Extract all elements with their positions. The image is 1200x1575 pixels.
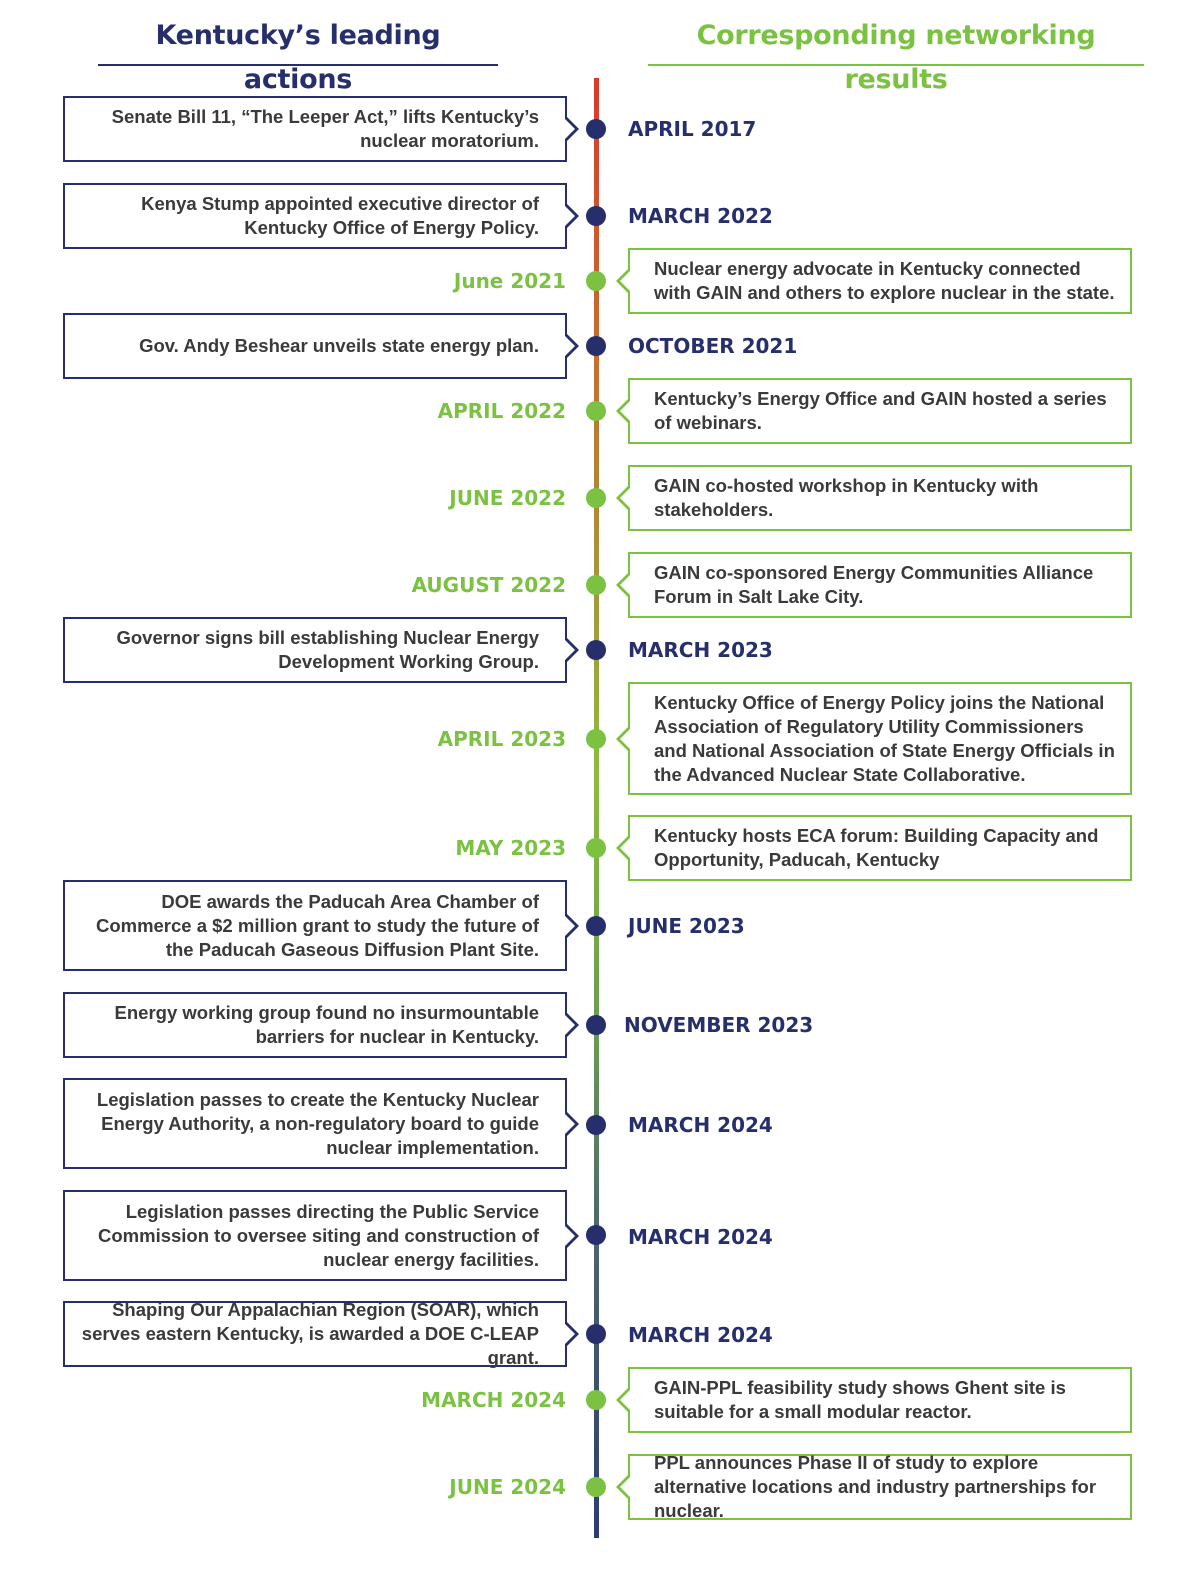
timeline-dot — [586, 1115, 606, 1135]
timeline-event-box — [628, 465, 1132, 531]
event-text: Legislation passes to create the Kentucky Nuclear Energy Authority, a non-regulatory board to guide nuclear implementation. — [96, 1088, 539, 1158]
event-date: MARCH 2024 — [628, 1113, 773, 1137]
event-text: Kentucky Office of Energy Policy joins the National Association of Regulatory Utility Commissioners and National Association of State Energy Officials in the Advanced Nuclear State Collaborative. — [654, 691, 1115, 785]
timeline-dot — [586, 1225, 606, 1245]
event-date: JUNE 2022 — [449, 486, 566, 510]
header-leading-actions-label: Kentucky’s leading actions — [155, 20, 441, 95]
timeline-dot — [586, 1477, 606, 1497]
event-text: GAIN-PPL feasibility study shows Ghent site is suitable for a small modular reactor. — [654, 1377, 1066, 1422]
timeline-event-box — [63, 617, 567, 683]
event-date: APRIL 2023 — [437, 727, 566, 751]
timeline-dot — [586, 729, 606, 749]
timeline-dot — [586, 271, 606, 291]
timeline-line — [594, 78, 599, 1538]
event-text: Gov. Andy Beshear unveils state energy plan. — [139, 335, 539, 356]
event-text: GAIN co-sponsored Energy Communities Alliance Forum in Salt Lake City. — [654, 562, 1094, 607]
event-date: AUGUST 2022 — [411, 573, 566, 597]
event-date: MARCH 2022 — [628, 204, 773, 228]
timeline-event-box — [628, 552, 1132, 618]
timeline-dot — [586, 336, 606, 356]
event-text: Legislation passes directing the Public Service Commission to oversee siting and construction of nuclear energy facilities. — [98, 1200, 539, 1270]
timeline-event-box — [628, 248, 1132, 314]
event-text: Nuclear energy advocate in Kentucky connected with GAIN and others to explore nuclear in the state. — [654, 258, 1115, 303]
event-date: JUNE 2024 — [449, 1475, 566, 1499]
event-date: OCTOBER 2021 — [628, 334, 798, 358]
event-text: Senate Bill 11, “The Leeper Act,” lifts Kentucky’s nuclear moratorium. — [111, 106, 539, 151]
header-leading-actions — [98, 14, 498, 95]
timeline-event-box — [628, 378, 1132, 444]
timeline-dot — [586, 575, 606, 595]
timeline-event-box — [628, 815, 1132, 881]
event-date: APRIL 2017 — [628, 117, 757, 141]
header-networking-results-label: Corresponding networking results — [696, 20, 1096, 95]
event-date: June 2021 — [453, 269, 566, 293]
event-text: Shaping Our Appalachian Region (SOAR), which serves eastern Kentucky, is awarded a DOE C-LEAP grant. — [81, 1299, 539, 1368]
timeline-event-box — [63, 183, 567, 249]
event-text: Kenya Stump appointed executive director of Kentucky Office of Energy Policy. — [141, 193, 539, 238]
event-date: MARCH 2024 — [421, 1388, 566, 1412]
timeline-event-box — [628, 682, 1132, 795]
event-text: PPL announces Phase II of study to explore alternative locations and industry partnerships for nuclear. — [654, 1452, 1097, 1521]
timeline-dot — [586, 206, 606, 226]
timeline-event-box — [63, 1301, 567, 1367]
event-date: MAY 2023 — [455, 836, 566, 860]
timeline-dot — [586, 1324, 606, 1344]
timeline-event-box — [628, 1454, 1132, 1520]
event-text: Energy working group found no insurmountable barriers for nuclear in Kentucky. — [114, 1002, 539, 1047]
event-date: MARCH 2023 — [628, 638, 773, 662]
event-date: JUNE 2023 — [628, 914, 745, 938]
event-text: Kentucky hosts ECA forum: Building Capacity and Opportunity, Paducah, Kentucky — [654, 825, 1099, 870]
timeline-dot — [586, 488, 606, 508]
timeline-dot — [586, 916, 606, 936]
timeline-dot — [586, 838, 606, 858]
event-text: DOE awards the Paducah Area Chamber of Commerce a $2 million grant to study the future of the Paducah Gaseous Diffusion Plant Site. — [95, 890, 539, 960]
timeline-dot — [586, 640, 606, 660]
event-text: Kentucky’s Energy Office and GAIN hosted a series of webinars. — [654, 388, 1107, 433]
timeline-event-box — [63, 96, 567, 162]
event-date: APRIL 2022 — [437, 399, 566, 423]
timeline-dot — [586, 1015, 606, 1035]
timeline-event-box — [63, 880, 567, 971]
event-text: Governor signs bill establishing Nuclear Energy Development Working Group. — [116, 627, 539, 672]
timeline-event-box — [63, 992, 567, 1058]
event-date: MARCH 2024 — [628, 1225, 773, 1249]
timeline-event-box — [628, 1367, 1132, 1433]
timeline-dot — [586, 401, 606, 421]
timeline-dot — [586, 1390, 606, 1410]
header-networking-results — [648, 14, 1144, 95]
timeline-event-box — [63, 313, 567, 379]
event-date: MARCH 2024 — [628, 1323, 773, 1347]
event-text: GAIN co-hosted workshop in Kentucky with stakeholders. — [654, 475, 1039, 520]
event-date: NOVEMBER 2023 — [624, 1013, 814, 1037]
timeline-event-box — [63, 1078, 567, 1169]
timeline-event-box — [63, 1190, 567, 1281]
timeline-dot — [586, 119, 606, 139]
